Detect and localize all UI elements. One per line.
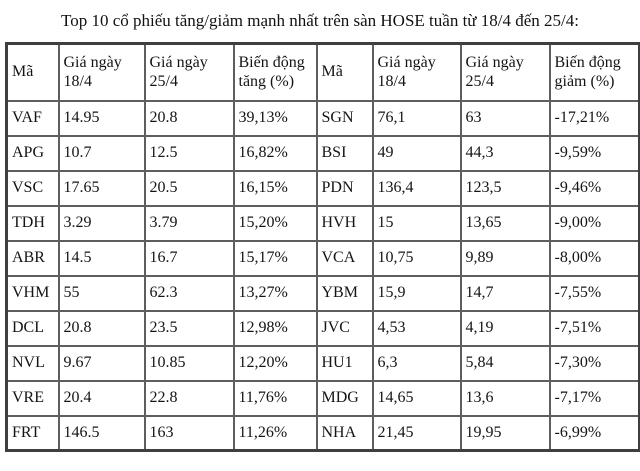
cell-loser-price-18-4: 15 — [373, 206, 461, 241]
cell-gainer-price-18-4: 10.7 — [59, 136, 145, 171]
cell-gainer-price-18-4: 14.95 — [59, 101, 145, 136]
cell-loser-code: BSI — [317, 136, 373, 171]
cell-loser-change-pct: -17,21% — [550, 101, 640, 136]
cell-gainer-price-25-4: 16.7 — [145, 241, 234, 276]
header-change-up-pct: Biến động tăng (%) — [234, 44, 317, 101]
cell-loser-price-25-4: 9,89 — [461, 241, 550, 276]
cell-loser-price-25-4: 4,19 — [461, 311, 550, 346]
cell-loser-change-pct: -9,46% — [550, 171, 640, 206]
cell-gainer-code: FRT — [7, 416, 59, 451]
table-row — [7, 276, 640, 311]
cell-gainer-code: VHM — [7, 276, 59, 311]
cell-loser-change-pct: -6,99% — [550, 416, 640, 451]
cell-gainer-change-pct: 13,27% — [234, 276, 317, 311]
cell-loser-price-25-4: 19,95 — [461, 416, 550, 451]
cell-gainer-change-pct: 15,17% — [234, 241, 317, 276]
page-title: Top 10 cổ phiếu tăng/giảm mạnh nhất trên sàn HOSE tuần từ 18/4 đến 25/4: — [61, 11, 579, 30]
header-price-25-4-gainers: Giá ngày 25/4 — [145, 44, 234, 101]
cell-gainer-price-18-4: 55 — [59, 276, 145, 311]
cell-loser-code: SGN — [317, 101, 373, 136]
header-price-25-4-losers: Giá ngày 25/4 — [461, 44, 550, 101]
cell-loser-change-pct: -9,59% — [550, 136, 640, 171]
cell-loser-change-pct: -7,51% — [550, 311, 640, 346]
cell-gainer-price-18-4: 146.5 — [59, 416, 145, 451]
table-body — [7, 101, 640, 451]
cell-gainer-change-pct: 12,20% — [234, 346, 317, 381]
cell-loser-code: VCA — [317, 241, 373, 276]
cell-gainer-code: NVL — [7, 346, 59, 381]
header-change-down-pct: Biến động giảm (%) — [550, 44, 640, 101]
cell-loser-code: NHA — [317, 416, 373, 451]
table-row — [7, 101, 640, 136]
table-row — [7, 416, 640, 451]
cell-loser-price-18-4: 49 — [373, 136, 461, 171]
header-code-losers: Mã — [317, 44, 373, 101]
cell-loser-price-25-4: 123,5 — [461, 171, 550, 206]
cell-loser-price-25-4: 5,84 — [461, 346, 550, 381]
header-row — [7, 44, 640, 101]
cell-gainer-price-18-4: 20.4 — [59, 381, 145, 416]
cell-loser-price-25-4: 63 — [461, 101, 550, 136]
cell-loser-price-18-4: 14,65 — [373, 381, 461, 416]
cell-gainer-price-18-4: 17.65 — [59, 171, 145, 206]
cell-gainer-price-25-4: 62.3 — [145, 276, 234, 311]
cell-gainer-price-25-4: 12.5 — [145, 136, 234, 171]
cell-gainer-price-25-4: 3.79 — [145, 206, 234, 241]
cell-gainer-price-18-4: 14.5 — [59, 241, 145, 276]
cell-loser-price-18-4: 76,1 — [373, 101, 461, 136]
cell-loser-price-18-4: 10,75 — [373, 241, 461, 276]
cell-gainer-code: TDH — [7, 206, 59, 241]
cell-loser-change-pct: -7,30% — [550, 346, 640, 381]
cell-gainer-price-25-4: 20.5 — [145, 171, 234, 206]
cell-gainer-price-25-4: 20.8 — [145, 101, 234, 136]
cell-loser-price-25-4: 44,3 — [461, 136, 550, 171]
cell-gainer-code: VSC — [7, 171, 59, 206]
header-price-18-4-losers: Giá ngày 18/4 — [373, 44, 461, 101]
cell-loser-price-18-4: 15,9 — [373, 276, 461, 311]
cell-gainer-change-pct: 11,76% — [234, 381, 317, 416]
cell-loser-change-pct: -8,00% — [550, 241, 640, 276]
cell-gainer-code: DCL — [7, 311, 59, 346]
cell-loser-code: MDG — [317, 381, 373, 416]
cell-loser-code: YBM — [317, 276, 373, 311]
cell-gainer-change-pct: 39,13% — [234, 101, 317, 136]
table-row — [7, 311, 640, 346]
header-price-18-4-gainers: Giá ngày 18/4 — [59, 44, 145, 101]
cell-loser-price-18-4: 136,4 — [373, 171, 461, 206]
table-row — [7, 241, 640, 276]
cell-gainer-price-25-4: 23.5 — [145, 311, 234, 346]
cell-gainer-change-pct: 11,26% — [234, 416, 317, 451]
cell-loser-price-18-4: 21,45 — [373, 416, 461, 451]
table-row — [7, 206, 640, 241]
cell-gainer-code: APG — [7, 136, 59, 171]
cell-gainer-code: ABR — [7, 241, 59, 276]
cell-gainer-price-18-4: 3.29 — [59, 206, 145, 241]
cell-loser-change-pct: -9,00% — [550, 206, 640, 241]
cell-gainer-price-25-4: 163 — [145, 416, 234, 451]
cell-gainer-code: VAF — [7, 101, 59, 136]
cell-loser-code: HVH — [317, 206, 373, 241]
cell-loser-price-25-4: 13,6 — [461, 381, 550, 416]
table-row — [7, 136, 640, 171]
table-header — [7, 44, 640, 101]
cell-gainer-price-25-4: 22.8 — [145, 381, 234, 416]
cell-loser-price-18-4: 4,53 — [373, 311, 461, 346]
table-row — [7, 346, 640, 381]
cell-gainer-code: VRE — [7, 381, 59, 416]
cell-loser-change-pct: -7,55% — [550, 276, 640, 311]
cell-loser-code: JVC — [317, 311, 373, 346]
cell-gainer-change-pct: 12,98% — [234, 311, 317, 346]
cell-gainer-change-pct: 16,82% — [234, 136, 317, 171]
cell-gainer-change-pct: 16,15% — [234, 171, 317, 206]
table-row — [7, 171, 640, 206]
cell-loser-price-25-4: 13,65 — [461, 206, 550, 241]
stock-table — [5, 42, 640, 452]
table-row — [7, 381, 640, 416]
cell-gainer-price-18-4: 20.8 — [59, 311, 145, 346]
header-code-gainers: Mã — [7, 44, 59, 101]
cell-loser-code: PDN — [317, 171, 373, 206]
cell-loser-code: HU1 — [317, 346, 373, 381]
cell-loser-price-18-4: 6,3 — [373, 346, 461, 381]
cell-gainer-change-pct: 15,20% — [234, 206, 317, 241]
cell-gainer-price-18-4: 9.67 — [59, 346, 145, 381]
cell-gainer-price-25-4: 10.85 — [145, 346, 234, 381]
cell-loser-change-pct: -7,17% — [550, 381, 640, 416]
cell-loser-price-25-4: 14,7 — [461, 276, 550, 311]
